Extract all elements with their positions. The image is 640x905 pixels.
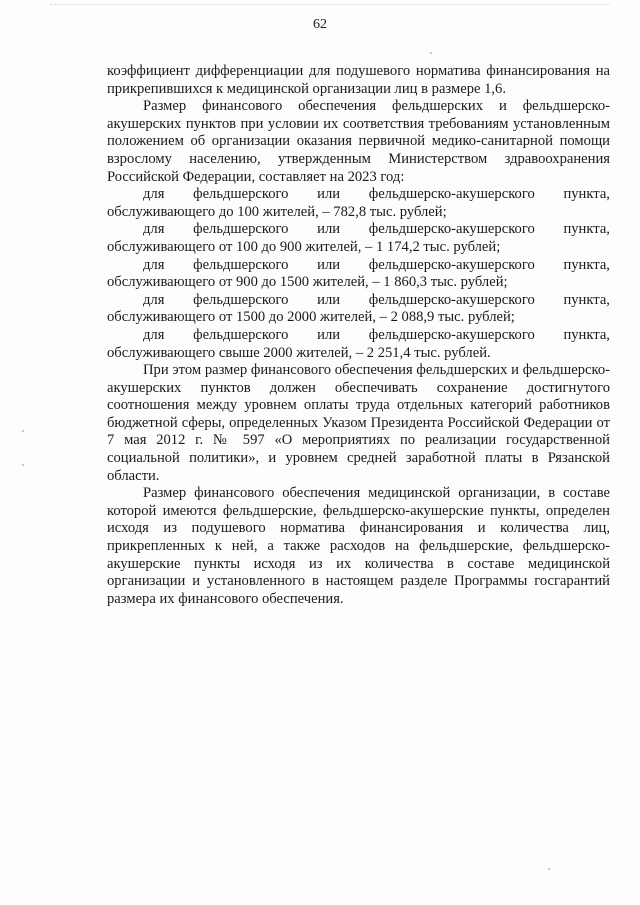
paragraph: Размер финансового обеспечения фельдшерских и фельдшерско-акушерских пунктов при условии их соответствия требованиям установленным положением об организации оказания первичной медико-санитарной помощи взрослому населению, утвержденным Министерством здравоохранения Российской Федерации, составляет на 2023 год: xyxy=(107,98,610,185)
paragraph: При этом размер финансового обеспечения фельдшерских и фельдшерско-акушерских пунктов должен обеспечивать сохранение достигнутого соотношения между уровнем оплаты труда отдельных категорий работников бюджетной сферы, определенных Указом Президента Российской Федерации от 7 мая 2012 г. № 597 «О мероприятиях по реализации государственной социальной политики», и уровнем средней заработной платы в Рязанской области. xyxy=(107,362,610,484)
list-word: фельдшерско-акушерского xyxy=(368,256,535,273)
list-word: фельдшерского xyxy=(193,326,289,343)
list-item xyxy=(107,327,610,362)
list-word: пункта, xyxy=(563,186,610,203)
list-word: фельдшерского xyxy=(193,186,289,203)
list-word: пункта, xyxy=(563,291,610,308)
page-number: 62 xyxy=(313,17,327,32)
list-item-tail: обслуживающего от 1500 до 2000 жителей, – 2 088,9 тыс. рублей; xyxy=(107,309,515,326)
list-word: для xyxy=(143,256,165,273)
list-word: для xyxy=(143,186,165,203)
fap-list xyxy=(107,186,610,362)
list-item-tail: обслуживающего свыше 2000 жителей, – 2 251,4 тыс. рублей. xyxy=(107,344,491,361)
document-body xyxy=(107,63,610,608)
scan-speck xyxy=(22,464,24,466)
list-word: или xyxy=(317,221,341,238)
paragraph: Размер финансового обеспечения медицинской организации, в составе которой имеются фельдшерские, фельдшерско-акушерские пункты, определен исходя из подушевого норматива финансирования и количества лиц, прикрепленных к ней, а также расходов на фельдшерские, фельдшерско-акушерские пункты исходя из их количества в составе медицинской организации и установленного в настоящем разделе Программы госгарантий размера их финансового обеспечения. xyxy=(107,485,610,607)
scan-speck xyxy=(430,52,432,54)
list-word: пункта, xyxy=(563,256,610,273)
list-item xyxy=(107,186,610,221)
list-item-tail: обслуживающего до 100 жителей, – 782,8 тыс. рублей; xyxy=(107,203,447,220)
list-word: для xyxy=(143,326,165,343)
list-word: фельдшерско-акушерского xyxy=(368,291,535,308)
list-word: для xyxy=(143,221,165,238)
list-word: фельдшерско-акушерского xyxy=(368,221,535,238)
list-item-tail: обслуживающего от 100 до 900 жителей, – 1 174,2 тыс. рублей; xyxy=(107,238,501,255)
list-word: фельдшерского xyxy=(193,221,289,238)
list-item-tail: обслуживающего от 900 до 1500 жителей, – 1 860,3 тыс. рублей; xyxy=(107,274,508,291)
list-word: фельдшерско-акушерского xyxy=(368,186,535,203)
list-word: или xyxy=(317,186,341,203)
list-word: фельдшерско-акушерского xyxy=(368,326,535,343)
list-word: фельдшерского xyxy=(193,291,289,308)
list-word: пункта, xyxy=(563,221,610,238)
list-word: фельдшерского xyxy=(193,256,289,273)
list-word: для xyxy=(143,291,165,308)
scan-speck xyxy=(22,430,24,432)
list-word: или xyxy=(317,256,341,273)
list-word: или xyxy=(317,326,341,343)
list-item xyxy=(107,257,610,292)
list-item xyxy=(107,292,610,327)
list-item xyxy=(107,221,610,256)
paragraph: коэффициент дифференциации для подушевого норматива финансирования на прикрепившихся к медицинской организации лиц в размере 1,6. xyxy=(107,63,610,97)
scan-speck xyxy=(548,868,550,870)
scan-artifact-line xyxy=(50,4,610,7)
list-word: пункта, xyxy=(563,326,610,343)
list-word: или xyxy=(317,291,341,308)
